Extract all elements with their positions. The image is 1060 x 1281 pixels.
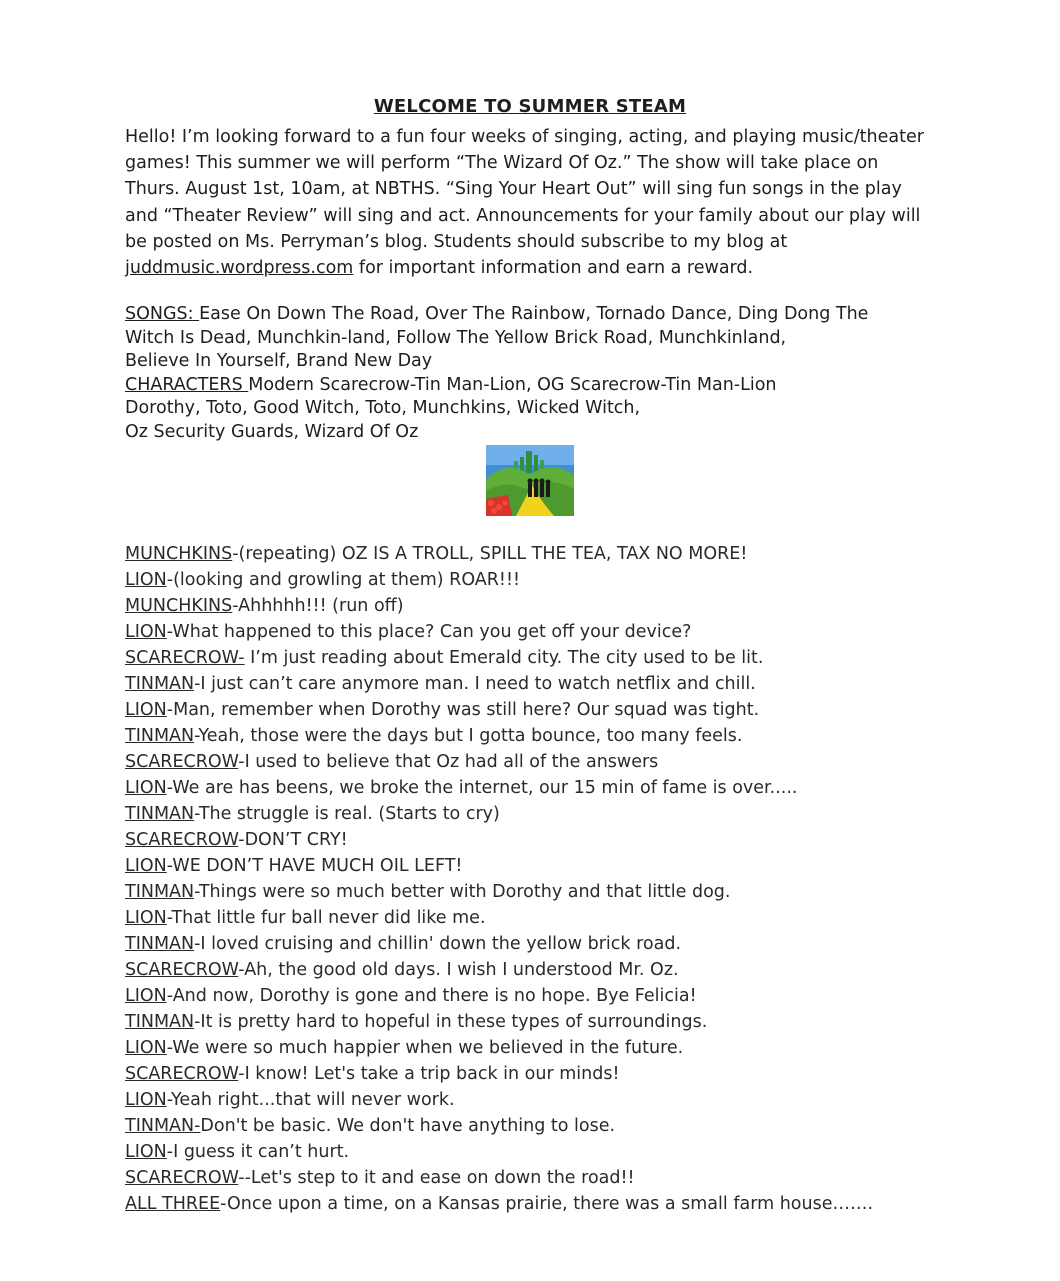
dialogue-text: -Yeah, those were the days but I gotta bounce, too many feels.	[194, 726, 743, 746]
songs-line	[125, 303, 955, 327]
dialogue-text: -DON’T CRY!	[238, 830, 348, 850]
intro-line	[125, 255, 955, 281]
blog-link[interactable]: juddmusic.wordpress.com	[125, 258, 354, 279]
speaker-name: SCARECROW-	[125, 648, 245, 668]
script-line	[125, 1165, 985, 1191]
dialogue-text: -And now, Dorothy is gone and there is no hope. Bye Felicia!	[166, 986, 697, 1006]
songs-and-characters	[125, 303, 955, 444]
dialogue-text: -Things were so much better with Dorothy and that little dog.	[194, 882, 731, 902]
intro-line-rest: for important information and earn a reward.	[353, 258, 754, 279]
speaker-name: LION	[125, 1142, 167, 1162]
script-line	[125, 775, 985, 801]
script-line	[125, 567, 985, 593]
script-line	[125, 1009, 985, 1035]
songs-line: Witch Is Dead, Munchkin-land, Follow The Yellow Brick Road, Munchkinland,	[125, 327, 787, 348]
script-line	[125, 1191, 985, 1217]
script-line	[125, 1035, 985, 1061]
speaker-name: SCARECROW	[125, 1064, 239, 1084]
speaker-name: LION	[125, 856, 167, 876]
dialogue-text: -Ahhhhh!!! (run off)	[232, 596, 404, 616]
script-line	[125, 1139, 985, 1165]
dialogue-text: -What happened to this place? Can you get off your device?	[166, 622, 692, 642]
dialogue-text: -(repeating) OZ IS A TROLL, SPILL THE TEA, TAX NO MORE!	[232, 544, 748, 564]
intro-line: be posted on Ms. Perryman’s blog. Students should subscribe to my blog at	[125, 231, 788, 252]
dialogue-text: -Once upon a time, on a Kansas prairie, there was a small farm house…….	[220, 1194, 874, 1214]
speaker-name: TINMAN	[125, 1012, 195, 1032]
dialogue-text: -Yeah right...that will never work.	[166, 1090, 455, 1110]
characters-line: Dorothy, Toto, Good Witch, Toto, Munchkins, Wicked Witch,	[125, 398, 641, 418]
characters-text: Modern Scarecrow-Tin Man-Lion, OG Scarecrow-Tin Man-Lion	[248, 374, 777, 395]
script-line	[125, 723, 985, 749]
script-line	[125, 645, 985, 671]
songs-line: Believe In Yourself, Brand New Day	[125, 351, 433, 371]
speaker-name: TINMAN	[125, 726, 195, 746]
speaker-name: LION	[125, 622, 167, 642]
script-line	[125, 1087, 985, 1113]
dialogue-text: -It is pretty hard to hopeful in these types of surroundings.	[194, 1012, 708, 1032]
dialogue-text: -I used to believe that Oz had all of the answers	[238, 752, 659, 772]
script-line	[125, 983, 985, 1009]
script-line	[125, 1113, 985, 1139]
speaker-name: TINMAN	[125, 804, 195, 824]
script-line	[125, 957, 985, 983]
dialogue-text: -We are has beens, we broke the internet, our 15 min of fame is over.....	[166, 778, 798, 798]
script-line	[125, 801, 985, 827]
dialogue-text: Don't be basic. We don't have anything to lose.	[200, 1116, 616, 1136]
script-line	[125, 879, 985, 905]
dialogue-text: -WE DON’T HAVE MUCH OIL LEFT!	[166, 856, 463, 876]
script-line	[125, 905, 985, 931]
speaker-name: SCARECROW	[125, 830, 239, 850]
speaker-name: LION	[125, 700, 167, 720]
speaker-name: TINMAN	[125, 882, 195, 902]
speaker-name: LION	[125, 908, 167, 928]
dialogue-text: -I loved cruising and chillin' down the yellow brick road.	[194, 934, 682, 954]
intro-line: Thurs. August 1st, 10am, at NBTHS. “Sing Your Heart Out” will sing fun songs in the play	[125, 179, 902, 200]
dialogue-text: -Man, remember when Dorothy was still here? Our squad was tight.	[166, 700, 760, 720]
script-line	[125, 827, 985, 853]
characters-line	[125, 374, 955, 398]
dialogue-text: -We were so much happier when we believed in the future.	[166, 1038, 684, 1058]
dialogue-text: I’m just reading about Emerald city. The city used to be lit.	[244, 648, 764, 668]
speaker-name: SCARECROW	[125, 752, 239, 772]
dialogue-text: --Let's step to it and ease on down the road!!	[238, 1168, 635, 1188]
script-line	[125, 697, 985, 723]
dialogue-text: -I know! Let's take a trip back in our minds!	[238, 1064, 620, 1084]
dialogue-text: -That little fur ball never did like me.	[166, 908, 486, 928]
script-line	[125, 931, 985, 957]
speaker-name: MUNCHKINS	[125, 544, 233, 564]
dialogue-text: -I just can’t care anymore man. I need to watch netflix and chill.	[194, 674, 756, 694]
speaker-name: LION	[125, 986, 167, 1006]
dialogue-text: -(looking and growling at them) ROAR!!!	[166, 570, 520, 590]
speaker-name: LION	[125, 570, 167, 590]
script-line	[125, 853, 985, 879]
speaker-name: LION	[125, 778, 167, 798]
intro-line: games! This summer we will perform “The Wizard Of Oz.” The show will take place on	[125, 153, 879, 174]
songs-text: Ease On Down The Road, Over The Rainbow, Tornado Dance, Ding Dong The	[199, 304, 869, 324]
speaker-name: TINMAN-	[125, 1116, 201, 1136]
speaker-name: SCARECROW	[125, 1168, 239, 1188]
play-script	[125, 541, 985, 1217]
intro-paragraph	[125, 124, 955, 281]
script-line	[125, 1061, 985, 1087]
script-line	[125, 749, 985, 775]
speaker-name: SCARECROW	[125, 960, 239, 980]
dialogue-text: -The struggle is real. (Starts to cry)	[194, 804, 500, 824]
speaker-name: ALL THREE	[125, 1194, 221, 1214]
speaker-name: LION	[125, 1038, 167, 1058]
speaker-name: LION	[125, 1090, 167, 1110]
dialogue-text: -I guess it can’t hurt.	[166, 1142, 350, 1162]
characters-line: Oz Security Guards, Wizard Of Oz	[125, 421, 419, 442]
intro-line: Hello! I’m looking forward to a fun four weeks of singing, acting, and playing music/theater	[125, 127, 924, 147]
wizard-of-oz-yellow-brick-road-image	[486, 445, 574, 516]
intro-line: and “Theater Review” will sing and act. Announcements for your family about our play will	[125, 205, 921, 226]
dialogue-text: -Ah, the good old days. I wish I understood Mr. Oz.	[238, 960, 679, 980]
speaker-name: TINMAN	[125, 674, 195, 694]
speaker-name: TINMAN	[125, 934, 195, 954]
songs-label: SONGS:	[125, 304, 200, 324]
script-line	[125, 671, 985, 697]
page-title: WELCOME TO SUMMER STEAM	[373, 96, 687, 117]
speaker-name: MUNCHKINS	[125, 596, 233, 616]
script-line	[125, 619, 985, 645]
script-line	[125, 541, 985, 567]
characters-label: CHARACTERS	[125, 374, 249, 395]
script-line	[125, 593, 985, 619]
